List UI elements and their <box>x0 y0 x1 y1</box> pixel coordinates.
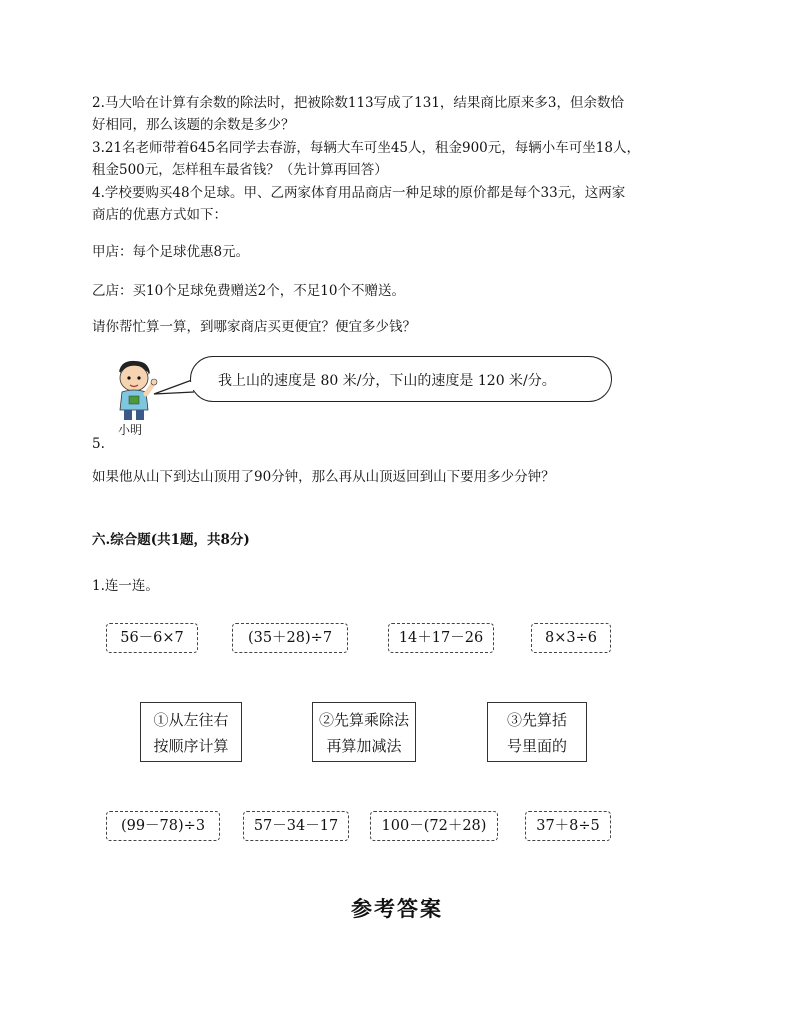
q3-line2: 租金500元，怎样租车最省钱？（先计算再回答） <box>92 162 388 178</box>
rule-line: ③先算括 <box>506 711 567 729</box>
bottom-expression[interactable]: 100－(72＋28) <box>370 811 498 841</box>
rule-line: 号里面的 <box>506 737 567 755</box>
bottom-expression[interactable]: 57－34－17 <box>243 811 349 841</box>
rule-line: ②先算乘除法 <box>318 711 409 729</box>
q5-number: 5. <box>92 436 105 452</box>
rule-line: ①从左往右 <box>153 711 229 729</box>
answer-title: 参考答案 <box>351 896 443 921</box>
q4-store-a: 甲店：每个足球优惠8元。 <box>92 244 250 260</box>
rule-box[interactable] <box>140 702 242 762</box>
q4-line1: 4.学校要购买48个足球。甲、乙两家体育用品商店一种足球的原价都是每个33元，这两家 <box>92 185 626 201</box>
top-expression[interactable]: 14＋17－26 <box>388 623 494 653</box>
q4-question: 请你帮忙算一算，到哪家商店买更便宜？便宜多少钱？ <box>92 319 416 335</box>
speech-bubble-text: 我上山的速度是 80 米/分，下山的速度是 120 米/分。 <box>218 373 556 389</box>
top-expression[interactable]: (35＋28)÷7 <box>232 623 348 653</box>
section-heading: 六.综合题(共1题，共8分) <box>92 532 250 548</box>
q2-line2: 好相同，那么该题的余数是多少？ <box>92 117 295 133</box>
rule-box[interactable] <box>487 702 587 762</box>
q4-store-b: 乙店：买10个足球免费赠送2个，不足10个不赠送。 <box>92 283 405 299</box>
connect-instruction: 1.连一连。 <box>92 578 159 594</box>
bubble-tail-cover <box>180 372 200 402</box>
top-expression[interactable]: 8×3÷6 <box>531 623 611 653</box>
q4-line2: 商店的优惠方式如下： <box>92 207 227 223</box>
q5-question: 如果他从山下到达山顶用了90分钟，那么再从山顶返回到山下要用多少分钟？ <box>92 469 555 485</box>
rule-box[interactable] <box>312 702 416 762</box>
character-name: 小明 <box>118 423 143 437</box>
bottom-expression[interactable]: 37＋8÷5 <box>525 811 611 841</box>
q3-line1: 3.21名老师带着645名同学去春游，每辆大车可坐45人，租金900元，每辆小车可坐18人， <box>92 140 640 156</box>
rule-line: 再算加减法 <box>326 737 402 755</box>
top-expression[interactable]: 56－6×7 <box>106 623 198 653</box>
bottom-expression[interactable]: (99－78)÷3 <box>106 811 220 841</box>
q2-line1: 2.马大哈在计算有余数的除法时，把被除数113写成了131，结果商比原来多3，但余数恰 <box>92 95 625 111</box>
rule-line: 按顺序计算 <box>153 737 229 755</box>
